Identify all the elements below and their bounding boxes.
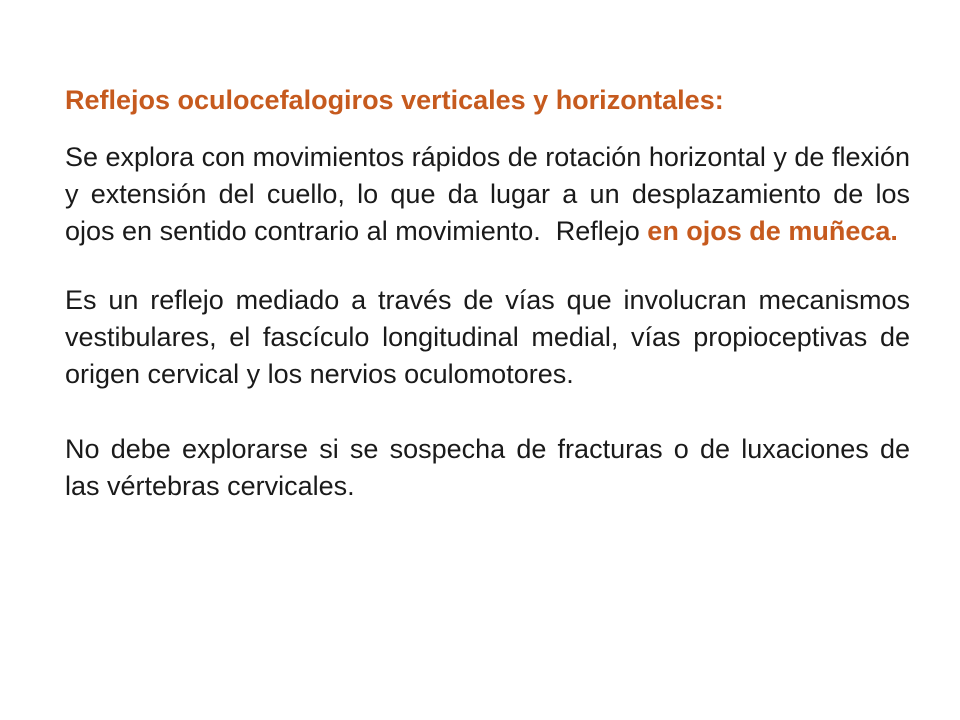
paragraph-mechanism: Es un reflejo mediado a través de vías que involucran mecanismos vestibulares, el fascículo longitudinal medial, vías propioceptivas de origen cervical y los nervios oculomotores. xyxy=(65,285,910,389)
slide-content xyxy=(65,82,918,505)
paragraph-exploration xyxy=(65,139,918,250)
doll-eyes-highlight: en ojos de muñeca. xyxy=(647,216,898,246)
paragraph-contraindication: No debe explorarse si se sospecha de fracturas o de luxaciones de las vértebras cervicales. xyxy=(65,434,910,501)
paragraph-exploration-text: Se explora con movimientos rápidos de rotación horizontal y de flexión y extensión del cuello, lo que da lugar a un desplazamiento de los ojos en sentido contrario al movimiento. Reflejo xyxy=(65,142,918,246)
slide-title: Reflejos oculocefalogiros verticales y horizontales: xyxy=(65,85,724,115)
